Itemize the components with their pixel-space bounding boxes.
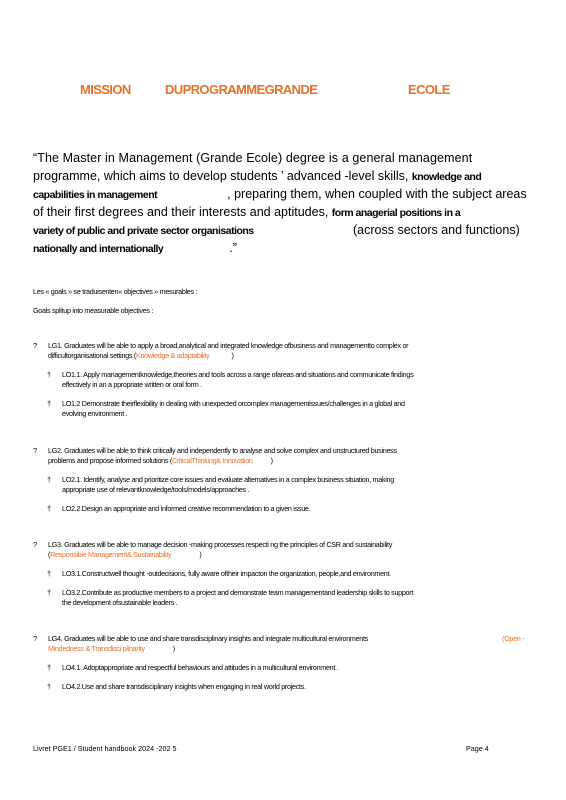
objective-1-2-line-1: LO1.2 Demonstrate theirflexibility in dealing with unexpected orcomplex managementissues/challenges in a global and: [62, 399, 405, 408]
objective-1-1-line-2: effectively in an a ppropriate written or oral form .: [62, 380, 202, 389]
footer-page-number: Page 4: [466, 744, 489, 753]
quote-line-5: [33, 221, 529, 240]
goal-4-theme-start: (Open -: [502, 634, 525, 643]
quote-line-6-bold: nationally and internationally: [33, 243, 164, 255]
goal-2-close: ): [270, 456, 273, 465]
objective-2-2-line-1: LO2.2.Design an appropriate and informed creative recommendation to a given issue.: [62, 504, 311, 513]
quote-line-2: [33, 167, 529, 186]
goal-bullet-2: ?: [33, 446, 38, 455]
quote-line-1: “The Master in Management (Grande Ecole) degree is a general management: [33, 151, 473, 165]
goal-2-line-2: [48, 456, 273, 465]
footer-handbook: Livret PGE1 / Student handbook 2024 -202 5: [33, 744, 177, 753]
quote-line-5-text: (across sectors and functions): [353, 223, 520, 237]
goal-3-open: (: [48, 550, 51, 559]
quote-line-4-text: of their first degrees and their interests and aptitudes,: [33, 205, 329, 219]
objective-1-2-line-2: evolving environment .: [62, 409, 128, 418]
goal-3-line-1: LG3. Graduates will be able to manage decision -making processes respecti ng the principles of CSR and sustainability: [48, 540, 393, 549]
objective-bullet-2-1: †: [47, 475, 52, 484]
quote-line-2-text: programme, which aims to develop students ’ advanced -level skills,: [33, 169, 409, 183]
title-ecole: ECOLE: [408, 82, 450, 97]
objective-4-2-line-1: LO4.2.Use and share transdisciplinary insights when engaging in real world projects.: [62, 682, 306, 691]
objective-bullet-1-2: †: [47, 399, 52, 408]
objective-bullet-1-1: †: [47, 370, 52, 379]
goal-4-line-2: [48, 644, 175, 653]
quote-line-5-bold: variety of public and private sector organisations: [33, 225, 254, 237]
objective-1-1-line-1: LO1.1. Apply managementknowledge,theories and tools across a range ofareas and situations and communicate findings: [62, 370, 414, 379]
goal-1-line-1: LG1. Graduates will be able to apply a broad,analytical and integrated knowledge ofbusiness and managementto complex or: [48, 341, 409, 350]
goal-1-line-2: [48, 351, 234, 360]
goal-4-theme: Mindedness & Transdisci plinarity: [48, 644, 145, 653]
quote-line-3-bold: capabilities in management: [33, 189, 158, 201]
objective-3-1-line-1: LO3.1.Constructwell thought -outdecisions, fully aware oftheir impacton the organization, people,and environment.: [62, 569, 391, 578]
goal-1-close: ): [231, 351, 234, 360]
quote-line-6: [33, 239, 529, 258]
goal-bullet-3: ?: [33, 540, 38, 549]
objective-bullet-4-1: †: [47, 663, 52, 672]
objective-2-1-line-1: LO2.1. Identify, analyse and prioritize core issues and evaluate alternatives in a complex business situation, making: [62, 475, 394, 484]
goal-bullet-4: ?: [33, 634, 38, 643]
objective-bullet-2-2: †: [47, 504, 52, 513]
goal-3-close: ): [199, 550, 202, 559]
goal-4-close: ): [172, 644, 175, 653]
objective-bullet-3-1: †: [47, 569, 52, 578]
quote-line-3-text: , preparing them, when coupled with the subject areas: [227, 187, 527, 201]
quote-line-6-text: .”: [229, 241, 237, 255]
quote-line-3: [33, 185, 529, 204]
goal-1-text: difficultorganisational settings (: [48, 351, 136, 360]
goal-1-theme: Knowledge & adaptability: [135, 351, 210, 360]
objective-bullet-3-2: †: [47, 588, 52, 597]
title-programme: DUPROGRAMMEGRANDE: [165, 82, 318, 97]
objective-2-1-line-2: appropriate use of relevantknowledge/tools/models/approaches .: [62, 485, 250, 494]
quote-line-4-bold: form anagerial positions in a: [331, 207, 461, 219]
goal-2-line-1: LG2. Graduates will be able to think critically and independently to analyse and solve complex and unstructured business: [48, 446, 397, 455]
objective-3-2-line-2: the development ofsustainable leaders .: [62, 598, 178, 607]
intro-english: Goals splitup into measurable objectives :: [33, 306, 154, 315]
title-mission: MISSION: [80, 82, 131, 97]
goal-3-theme: Responsible Management& Sustainability: [50, 550, 172, 559]
objective-4-1-line-1: LO4.1. Adoptappropriate and respectful behaviours and attitudes in a multicultural environment .: [62, 663, 339, 672]
goal-4-line-1: LG4. Graduates will be able to use and share transdisciplinary insights and integrate multicultural environments: [48, 634, 368, 643]
goal-bullet-1: ?: [33, 341, 38, 350]
quote-line-4: [33, 203, 529, 222]
goal-3-line-2: [48, 550, 201, 559]
quote-line-2-bold: knowledge and: [411, 171, 482, 183]
intro-french: Les « goals » se traduisenten« objectives » mesurables :: [33, 287, 198, 296]
objective-bullet-4-2: †: [47, 682, 52, 691]
goal-2-theme: CriticalThinking& Innovation: [171, 456, 253, 465]
goal-2-text: problems and propose informed solutions (: [48, 456, 172, 465]
objective-3-2-line-1: LO3.2.Contribute as productive members to a project and demonstrate team managementand leadership skills to support: [62, 588, 414, 597]
